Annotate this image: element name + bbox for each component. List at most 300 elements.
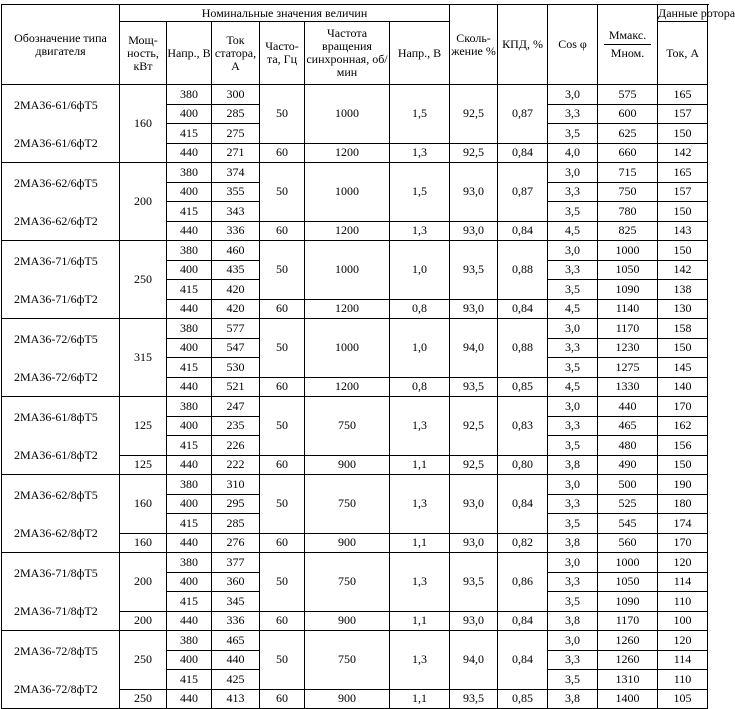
- frequency-cell: 50: [260, 397, 305, 456]
- motor-type-t5: 2МА36-72/8фТ5: [14, 643, 98, 658]
- motor-type-t2: 2МА36-62/8фТ2: [14, 525, 98, 540]
- rotor-voltage-cell: 750: [598, 182, 658, 202]
- stator-current-cell: 577: [212, 319, 260, 339]
- motor-type-t2: 2МА36-72/6фТ2: [14, 369, 98, 384]
- torque-ratio-cell: 3,3: [548, 650, 598, 670]
- voltage-cell: 400: [167, 260, 212, 280]
- speed-cell: 750: [305, 397, 390, 456]
- rotor-voltage-cell: 1260: [598, 631, 658, 651]
- voltage-cell: 400: [167, 494, 212, 514]
- torque-ratio-cell: 3,0: [548, 553, 598, 573]
- rotor-voltage-cell: 1000: [598, 241, 658, 261]
- efficiency-cell: 93,0: [450, 611, 498, 631]
- rotor-current-cell: 162: [658, 416, 708, 436]
- slip-cell: 1,0: [390, 319, 450, 378]
- rotor-voltage-cell: 1330: [598, 377, 658, 397]
- cos-phi-cell: 0,84: [498, 611, 548, 631]
- table-row: [2, 163, 708, 183]
- torque-ratio-cell: 3,5: [548, 670, 598, 690]
- power-cell: 160: [120, 85, 167, 163]
- slip-cell: 1,3: [390, 221, 450, 241]
- motor-type-t2: 2МА36-72/8фТ2: [14, 681, 98, 696]
- table-row: [2, 475, 708, 495]
- torque-ratio-cell: 3,8: [548, 611, 598, 631]
- slip-cell: 1,1: [390, 689, 450, 709]
- motor-type-t5: 2МА36-61/8фТ5: [14, 409, 98, 424]
- rotor-current-cell: 156: [658, 436, 708, 456]
- motor-type-cell: [2, 631, 120, 709]
- stator-current-cell: 420: [212, 299, 260, 319]
- motor-type-t2: 2МА36-71/6фТ2: [14, 291, 98, 306]
- rotor-voltage-cell: 490: [598, 455, 658, 475]
- rotor-current-cell: 110: [658, 670, 708, 690]
- rotor-voltage-cell: 1000: [598, 553, 658, 573]
- cos-phi-cell: 0,80: [498, 455, 548, 475]
- speed-cell: 750: [305, 631, 390, 690]
- rotor-voltage-cell: 1170: [598, 319, 658, 339]
- rotor-current-cell: 157: [658, 182, 708, 202]
- voltage-cell: 415: [167, 670, 212, 690]
- power-cell: 250: [120, 241, 167, 319]
- motor-type-t5: 2МА36-62/6фТ5: [14, 175, 98, 190]
- rotor-current-cell: 114: [658, 572, 708, 592]
- stator-current-cell: 235: [212, 416, 260, 436]
- rotor-voltage-cell: 715: [598, 163, 658, 183]
- power-cell: 125: [120, 455, 167, 475]
- power-cell: 250: [120, 689, 167, 709]
- speed-cell: 1200: [305, 377, 390, 397]
- cos-phi-cell: 0,84: [498, 631, 548, 690]
- torque-ratio-cell: 3,5: [548, 124, 598, 144]
- motor-type-t5: 2МА36-71/6фТ5: [14, 253, 98, 268]
- cos-phi-cell: 0,84: [498, 221, 548, 241]
- stator-current-cell: 285: [212, 514, 260, 534]
- torque-ratio-cell: 3,5: [548, 514, 598, 534]
- efficiency-cell: 93,5: [450, 241, 498, 300]
- rotor-current-cell: 143: [658, 221, 708, 241]
- voltage-cell: 440: [167, 221, 212, 241]
- torque-ratio-cell: 3,5: [548, 202, 598, 222]
- rotor-voltage-cell: 660: [598, 143, 658, 163]
- power-cell: 200: [120, 163, 167, 241]
- slip-cell: 1,1: [390, 455, 450, 475]
- table-body: [2, 85, 708, 709]
- rotor-current-cell: 170: [658, 533, 708, 553]
- rotor-voltage-cell: 1275: [598, 358, 658, 378]
- rotor-voltage-cell: 625: [598, 124, 658, 144]
- slip-cell: 1,1: [390, 611, 450, 631]
- rotor-current-cell: 120: [658, 631, 708, 651]
- voltage-cell: 440: [167, 377, 212, 397]
- torque-ratio-cell: 4,5: [548, 299, 598, 319]
- table-row: [2, 631, 708, 651]
- voltage-cell: 380: [167, 553, 212, 573]
- rotor-current-cell: 130: [658, 299, 708, 319]
- rotor-voltage-cell: 600: [598, 104, 658, 124]
- motor-type-t5: 2МА36-71/8фТ5: [14, 565, 98, 580]
- speed-cell: 750: [305, 475, 390, 534]
- rotor-voltage-cell: 465: [598, 416, 658, 436]
- rotor-current-cell: 165: [658, 85, 708, 105]
- header-stator-current: Ток статора, А: [212, 22, 260, 85]
- torque-ratio-cell: 3,5: [548, 280, 598, 300]
- stator-current-cell: 222: [212, 455, 260, 475]
- stator-current-cell: 521: [212, 377, 260, 397]
- rotor-current-cell: 165: [658, 163, 708, 183]
- table-row: [2, 319, 708, 339]
- rotor-voltage-cell: 575: [598, 85, 658, 105]
- cos-phi-cell: 0,83: [498, 397, 548, 456]
- speed-cell: 900: [305, 611, 390, 631]
- slip-cell: 1,3: [390, 553, 450, 612]
- header-mmax: Mмакс.: [604, 29, 651, 45]
- frequency-cell: 60: [260, 689, 305, 709]
- torque-ratio-cell: 3,5: [548, 358, 598, 378]
- stator-current-cell: 271: [212, 143, 260, 163]
- header-power: Мощ-ность, кВт: [120, 22, 167, 85]
- cos-phi-cell: 0,88: [498, 241, 548, 300]
- stator-current-cell: 300: [212, 85, 260, 105]
- motor-type-cell: [2, 85, 120, 163]
- rotor-voltage-cell: 1230: [598, 338, 658, 358]
- motor-spec-table: [1, 4, 735, 709]
- efficiency-cell: 92,5: [450, 143, 498, 163]
- torque-ratio-cell: 4,5: [548, 221, 598, 241]
- efficiency-cell: 93,0: [450, 221, 498, 241]
- rotor-current-cell: 150: [658, 338, 708, 358]
- stator-current-cell: 547: [212, 338, 260, 358]
- rotor-voltage-cell: 480: [598, 436, 658, 456]
- rotor-voltage-cell: 500: [598, 475, 658, 495]
- rotor-current-cell: 140: [658, 377, 708, 397]
- torque-ratio-cell: 3,0: [548, 475, 598, 495]
- efficiency-cell: 92,5: [450, 455, 498, 475]
- rotor-voltage-cell: 825: [598, 221, 658, 241]
- slip-cell: 0,8: [390, 377, 450, 397]
- slip-cell: 1,5: [390, 85, 450, 144]
- slip-cell: 1,0: [390, 241, 450, 300]
- rotor-current-cell: 150: [658, 202, 708, 222]
- stator-current-cell: 275: [212, 124, 260, 144]
- torque-ratio-cell: 3,8: [548, 689, 598, 709]
- efficiency-cell: 93,5: [450, 553, 498, 612]
- torque-ratio-cell: 3,3: [548, 572, 598, 592]
- voltage-cell: 440: [167, 299, 212, 319]
- cos-phi-cell: 0,84: [498, 143, 548, 163]
- voltage-cell: 415: [167, 280, 212, 300]
- rotor-voltage-cell: 545: [598, 514, 658, 534]
- torque-ratio-cell: 3,0: [548, 631, 598, 651]
- frequency-cell: 50: [260, 475, 305, 534]
- header-efficiency: КПД, %: [498, 5, 548, 85]
- torque-ratio-cell: 3,3: [548, 260, 598, 280]
- efficiency-cell: 93,0: [450, 163, 498, 222]
- voltage-cell: 400: [167, 416, 212, 436]
- rotor-current-cell: 150: [658, 124, 708, 144]
- cos-phi-cell: 0,84: [498, 475, 548, 534]
- motor-type-cell: [2, 553, 120, 631]
- slip-cell: 1,3: [390, 475, 450, 534]
- speed-cell: 900: [305, 533, 390, 553]
- stator-current-cell: 425: [212, 670, 260, 690]
- voltage-cell: 415: [167, 202, 212, 222]
- motor-type-t2: 2МА36-61/8фТ2: [14, 447, 98, 462]
- frequency-cell: 50: [260, 553, 305, 612]
- stator-current-cell: 336: [212, 221, 260, 241]
- frequency-cell: 60: [260, 299, 305, 319]
- rotor-current-cell: 170: [658, 397, 708, 417]
- torque-ratio-cell: 3,0: [548, 319, 598, 339]
- header-torque-ratio: [598, 5, 658, 85]
- rotor-current-cell: 100: [658, 611, 708, 631]
- cos-phi-cell: 0,86: [498, 553, 548, 612]
- speed-cell: 900: [305, 455, 390, 475]
- header-mnom: Mном.: [610, 46, 645, 60]
- torque-ratio-cell: 3,3: [548, 416, 598, 436]
- power-cell: 160: [120, 475, 167, 534]
- efficiency-cell: 93,0: [450, 299, 498, 319]
- header-type-designation: Обозначение типа двигателя: [2, 5, 120, 85]
- frequency-cell: 60: [260, 455, 305, 475]
- voltage-cell: 380: [167, 85, 212, 105]
- torque-ratio-cell: 3,3: [548, 182, 598, 202]
- torque-ratio-cell: 4,5: [548, 377, 598, 397]
- rotor-voltage-cell: 525: [598, 494, 658, 514]
- frequency-cell: 60: [260, 221, 305, 241]
- rotor-voltage-cell: 440: [598, 397, 658, 417]
- frequency-cell: 60: [260, 533, 305, 553]
- rotor-current-cell: 174: [658, 514, 708, 534]
- cos-phi-cell: 0,85: [498, 377, 548, 397]
- motor-type-t2: 2МА36-61/6фТ2: [14, 135, 98, 150]
- stator-current-cell: 343: [212, 202, 260, 222]
- frequency-cell: 50: [260, 85, 305, 144]
- slip-cell: 1,1: [390, 533, 450, 553]
- voltage-cell: 380: [167, 631, 212, 651]
- frequency-cell: 50: [260, 241, 305, 300]
- voltage-cell: 415: [167, 124, 212, 144]
- rotor-voltage-cell: 560: [598, 533, 658, 553]
- slip-cell: 1,3: [390, 397, 450, 456]
- rotor-voltage-cell: 1310: [598, 670, 658, 690]
- efficiency-cell: 93,5: [450, 689, 498, 709]
- frequency-cell: 50: [260, 631, 305, 690]
- header-slip: Сколь-жение %: [450, 5, 498, 85]
- stator-current-cell: 285: [212, 104, 260, 124]
- voltage-cell: 400: [167, 650, 212, 670]
- stator-current-cell: 336: [212, 611, 260, 631]
- stator-current-cell: 413: [212, 689, 260, 709]
- rotor-voltage-cell: 1090: [598, 592, 658, 612]
- speed-cell: 1000: [305, 319, 390, 378]
- power-cell: 125: [120, 397, 167, 456]
- frequency-cell: 60: [260, 611, 305, 631]
- cos-phi-cell: 0,84: [498, 299, 548, 319]
- rotor-voltage-cell: 1050: [598, 572, 658, 592]
- cos-phi-cell: 0,87: [498, 163, 548, 222]
- stator-current-cell: 435: [212, 260, 260, 280]
- cos-phi-cell: 0,88: [498, 319, 548, 378]
- torque-ratio-cell: 3,5: [548, 436, 598, 456]
- torque-ratio-cell: 3,3: [548, 338, 598, 358]
- rotor-current-cell: 190: [658, 475, 708, 495]
- voltage-cell: 440: [167, 689, 212, 709]
- motor-type-cell: [2, 163, 120, 241]
- torque-ratio-cell: 3,8: [548, 533, 598, 553]
- header-rotor-current: Ток, А: [658, 22, 708, 85]
- efficiency-cell: 92,5: [450, 397, 498, 456]
- power-cell: 200: [120, 553, 167, 612]
- voltage-cell: 380: [167, 163, 212, 183]
- rotor-current-cell: 158: [658, 319, 708, 339]
- voltage-cell: 440: [167, 455, 212, 475]
- power-cell: 315: [120, 319, 167, 397]
- frequency-cell: 60: [260, 143, 305, 163]
- voltage-cell: 415: [167, 358, 212, 378]
- rotor-current-cell: 142: [658, 260, 708, 280]
- table-row: [2, 397, 708, 417]
- voltage-cell: 440: [167, 143, 212, 163]
- cos-phi-cell: 0,85: [498, 689, 548, 709]
- rotor-current-cell: 142: [658, 143, 708, 163]
- rotor-voltage-cell: 1090: [598, 280, 658, 300]
- rotor-current-cell: 120: [658, 553, 708, 573]
- stator-current-cell: 226: [212, 436, 260, 456]
- efficiency-cell: 93,5: [450, 377, 498, 397]
- voltage-cell: 380: [167, 397, 212, 417]
- rotor-voltage-cell: 780: [598, 202, 658, 222]
- torque-ratio-cell: 3,5: [548, 592, 598, 612]
- stator-current-cell: 276: [212, 533, 260, 553]
- rotor-current-cell: 150: [658, 455, 708, 475]
- speed-cell: 1200: [305, 221, 390, 241]
- slip-cell: 1,3: [390, 143, 450, 163]
- stator-current-cell: 377: [212, 553, 260, 573]
- speed-cell: 1000: [305, 241, 390, 300]
- torque-ratio-cell: 3,0: [548, 163, 598, 183]
- stator-current-cell: 310: [212, 475, 260, 495]
- stator-current-cell: 465: [212, 631, 260, 651]
- stator-current-cell: 360: [212, 572, 260, 592]
- power-cell: 250: [120, 631, 167, 690]
- header-cos-phi: Cos φ: [548, 5, 598, 85]
- efficiency-cell: 93,0: [450, 533, 498, 553]
- torque-ratio-cell: 3,8: [548, 455, 598, 475]
- table-row: [2, 553, 708, 573]
- header-voltage: Напр., В: [167, 22, 212, 85]
- voltage-cell: 380: [167, 241, 212, 261]
- slip-cell: 0,8: [390, 299, 450, 319]
- motor-type-t2: 2МА36-62/6фТ2: [14, 213, 98, 228]
- efficiency-cell: 94,0: [450, 631, 498, 690]
- voltage-cell: 400: [167, 182, 212, 202]
- speed-cell: 750: [305, 553, 390, 612]
- stator-current-cell: 420: [212, 280, 260, 300]
- header-rotor-group: Данные ротора: [658, 5, 735, 20]
- rotor-current-cell: 105: [658, 689, 708, 709]
- voltage-cell: 400: [167, 104, 212, 124]
- torque-ratio-cell: 3,0: [548, 85, 598, 105]
- rotor-voltage-cell: 1260: [598, 650, 658, 670]
- header-nominal-group: Номинальные значения величин: [120, 5, 450, 22]
- torque-ratio-cell: 3,0: [548, 241, 598, 261]
- header-speed: Частота вращения синхронная, об/мин: [305, 22, 390, 85]
- frequency-cell: 50: [260, 319, 305, 378]
- motor-type-t5: 2МА36-61/6фТ5: [14, 97, 98, 112]
- voltage-cell: 415: [167, 514, 212, 534]
- voltage-cell: 400: [167, 338, 212, 358]
- speed-cell: 1200: [305, 143, 390, 163]
- rotor-voltage-cell: 1170: [598, 611, 658, 631]
- torque-ratio-cell: 3,3: [548, 494, 598, 514]
- voltage-cell: 415: [167, 592, 212, 612]
- rotor-current-cell: 138: [658, 280, 708, 300]
- rotor-current-cell: 114: [658, 650, 708, 670]
- stator-current-cell: 355: [212, 182, 260, 202]
- frequency-cell: 60: [260, 377, 305, 397]
- speed-cell: 1200: [305, 299, 390, 319]
- stator-current-cell: 530: [212, 358, 260, 378]
- power-cell: 200: [120, 611, 167, 631]
- efficiency-cell: 92,5: [450, 85, 498, 144]
- rotor-current-cell: 150: [658, 241, 708, 261]
- stator-current-cell: 247: [212, 397, 260, 417]
- rotor-voltage-cell: 1400: [598, 689, 658, 709]
- table-row: [2, 85, 708, 105]
- power-cell: 160: [120, 533, 167, 553]
- slip-cell: 1,5: [390, 163, 450, 222]
- stator-current-cell: 374: [212, 163, 260, 183]
- speed-cell: 1000: [305, 163, 390, 222]
- stator-current-cell: 440: [212, 650, 260, 670]
- header-frequency: Часто-та, Гц: [260, 22, 305, 85]
- voltage-cell: 440: [167, 611, 212, 631]
- rotor-current-cell: 180: [658, 494, 708, 514]
- cos-phi-cell: 0,87: [498, 85, 548, 144]
- cos-phi-cell: 0,82: [498, 533, 548, 553]
- efficiency-cell: 93,0: [450, 475, 498, 534]
- motor-type-t5: 2МА36-62/8фТ5: [14, 487, 98, 502]
- motor-type-cell: [2, 319, 120, 397]
- motor-type-cell: [2, 475, 120, 553]
- voltage-cell: 415: [167, 436, 212, 456]
- table-row: [2, 241, 708, 261]
- speed-cell: 900: [305, 689, 390, 709]
- motor-type-t5: 2МА36-72/6фТ5: [14, 331, 98, 346]
- motor-type-cell: [2, 241, 120, 319]
- voltage-cell: 380: [167, 319, 212, 339]
- rotor-current-cell: 157: [658, 104, 708, 124]
- table-header: [2, 5, 735, 85]
- voltage-cell: 440: [167, 533, 212, 553]
- frequency-cell: 50: [260, 163, 305, 222]
- voltage-cell: 380: [167, 475, 212, 495]
- torque-ratio-cell: 3,0: [548, 397, 598, 417]
- rotor-current-cell: 145: [658, 358, 708, 378]
- efficiency-cell: 94,0: [450, 319, 498, 378]
- stator-current-cell: 345: [212, 592, 260, 612]
- rotor-voltage-cell: 1140: [598, 299, 658, 319]
- rotor-voltage-cell: 1050: [598, 260, 658, 280]
- stator-current-cell: 460: [212, 241, 260, 261]
- slip-cell: 1,3: [390, 631, 450, 690]
- header-rotor-voltage: Напр., В: [390, 22, 450, 85]
- torque-ratio-cell: 4,0: [548, 143, 598, 163]
- speed-cell: 1000: [305, 85, 390, 144]
- voltage-cell: 400: [167, 572, 212, 592]
- motor-type-t2: 2МА36-71/8фТ2: [14, 603, 98, 618]
- motor-type-cell: [2, 397, 120, 475]
